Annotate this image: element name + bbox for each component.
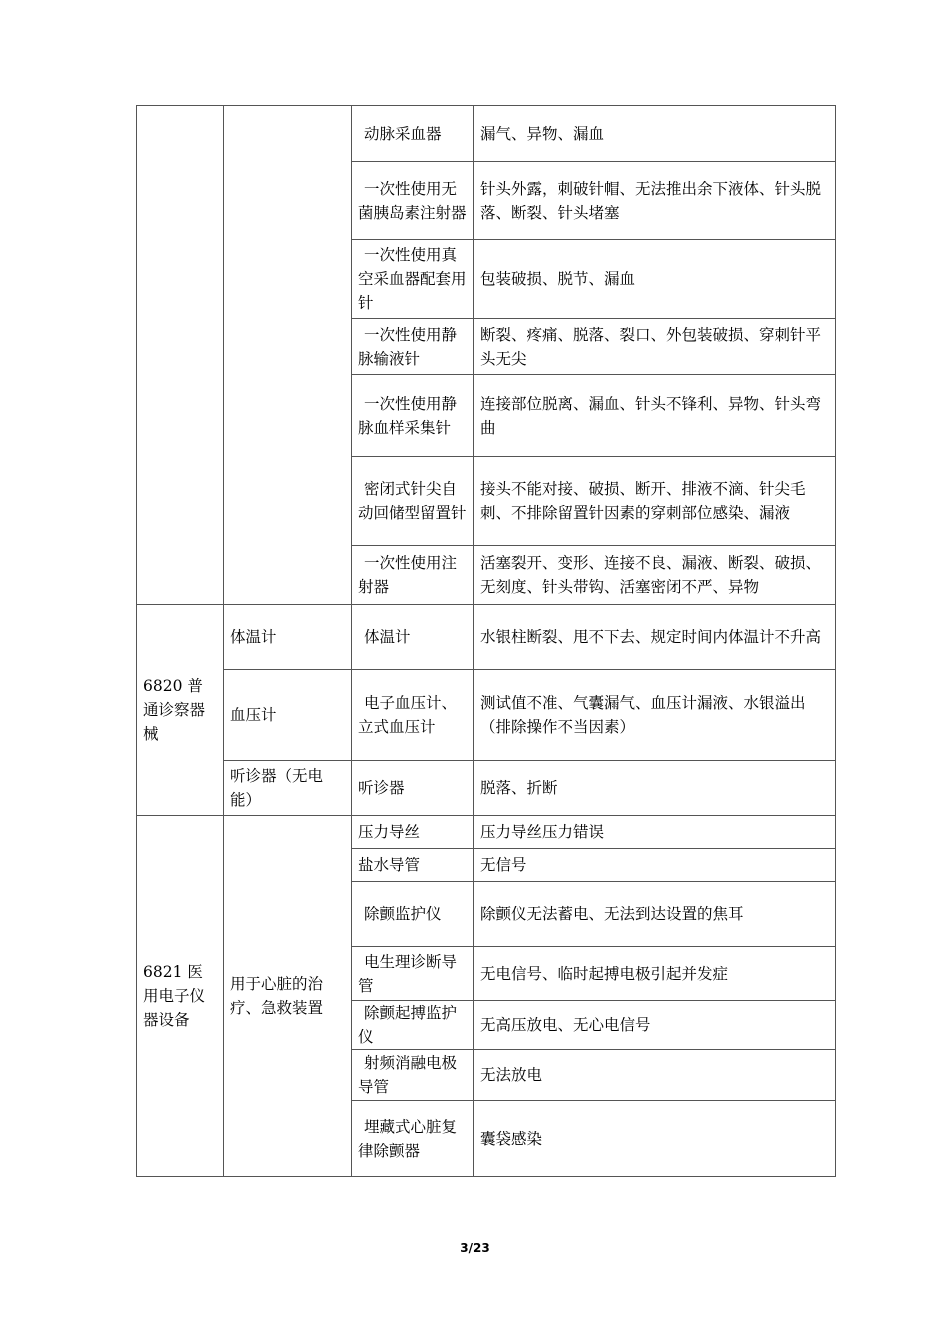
- category-cell: 6821 医用电子仪器设备: [137, 816, 224, 1177]
- issue-cell: 压力导丝压力错误: [474, 816, 836, 849]
- issue-cell: 无电信号、临时起搏电极引起并发症: [474, 947, 836, 1001]
- issue-cell: 无高压放电、无心电信号: [474, 1001, 836, 1050]
- page-number: 3/23: [460, 1241, 490, 1255]
- issue-cell: 连接部位脱离、漏血、针头不锋利、异物、针头弯曲: [474, 375, 836, 457]
- device-name-cell: 听诊器: [352, 761, 474, 816]
- device-name-cell: 一次性使用静脉血样采集针: [352, 375, 474, 457]
- issue-cell: 除颤仪无法蓄电、无法到达设置的焦耳: [474, 882, 836, 947]
- device-name-cell: 电生理诊断导管: [352, 947, 474, 1001]
- table-row: [137, 670, 836, 761]
- table-row: [137, 761, 836, 816]
- issue-cell: 水银柱断裂、甩不下去、规定时间内体温计不升高: [474, 605, 836, 670]
- category-cell-empty: [137, 106, 224, 605]
- device-name-cell: 一次性使用无菌胰岛素注射器: [352, 162, 474, 240]
- device-name-cell: 密闭式针尖自动回储型留置针: [352, 457, 474, 546]
- device-name-cell: 埋藏式心脏复律除颤器: [352, 1101, 474, 1177]
- issue-cell: 包装破损、脱节、漏血: [474, 240, 836, 319]
- issue-cell: 针头外露，刺破针帽、无法推出余下液体、针头脱落、断裂、针头堵塞: [474, 162, 836, 240]
- issue-cell: 断裂、疼痛、脱落、裂口、外包装破损、穿刺针平头无尖: [474, 319, 836, 375]
- issue-cell: 活塞裂开、变形、连接不良、漏液、断裂、破损、无刻度、针头带钩、活塞密闭不严、异物: [474, 546, 836, 605]
- device-name-cell: 体温计: [352, 605, 474, 670]
- category-cell: 6820 普通诊察器械: [137, 605, 224, 816]
- device-name-cell: 除颤监护仪: [352, 882, 474, 947]
- device-name-cell: 一次性使用静脉输液针: [352, 319, 474, 375]
- device-name-cell: 盐水导管: [352, 849, 474, 882]
- issue-cell: 接头不能对接、破损、断开、排液不滴、针尖毛刺、不排除留置针因素的穿刺部位感染、漏液: [474, 457, 836, 546]
- issue-cell: 囊袋感染: [474, 1101, 836, 1177]
- device-name-cell: 动脉采血器: [352, 106, 474, 162]
- subcategory-cell: 体温计: [224, 605, 352, 670]
- subcategory-cell: 血压计: [224, 670, 352, 761]
- table-row: [137, 816, 836, 849]
- device-name-cell: 一次性使用注射器: [352, 546, 474, 605]
- issue-cell: 漏气、异物、漏血: [474, 106, 836, 162]
- issue-cell: 脱落、折断: [474, 761, 836, 816]
- issue-cell: 无信号: [474, 849, 836, 882]
- device-name-cell: 除颤起搏监护仪: [352, 1001, 474, 1050]
- issue-cell: 无法放电: [474, 1050, 836, 1101]
- subcategory-cell-empty: [224, 106, 352, 605]
- issue-cell: 测试值不准、气囊漏气、血压计漏液、水银溢出（排除操作不当因素）: [474, 670, 836, 761]
- table-row: [137, 605, 836, 670]
- device-table: [136, 105, 836, 1177]
- device-name-cell: 电子血压计、立式血压计: [352, 670, 474, 761]
- table-row: [137, 106, 836, 162]
- device-name-cell: 射频消融电极导管: [352, 1050, 474, 1101]
- subcategory-cell: 听诊器（无电能）: [224, 761, 352, 816]
- subcategory-cell: 用于心脏的治疗、急救装置: [224, 816, 352, 1177]
- device-name-cell: 压力导丝: [352, 816, 474, 849]
- device-name-cell: 一次性使用真空采血器配套用针: [352, 240, 474, 319]
